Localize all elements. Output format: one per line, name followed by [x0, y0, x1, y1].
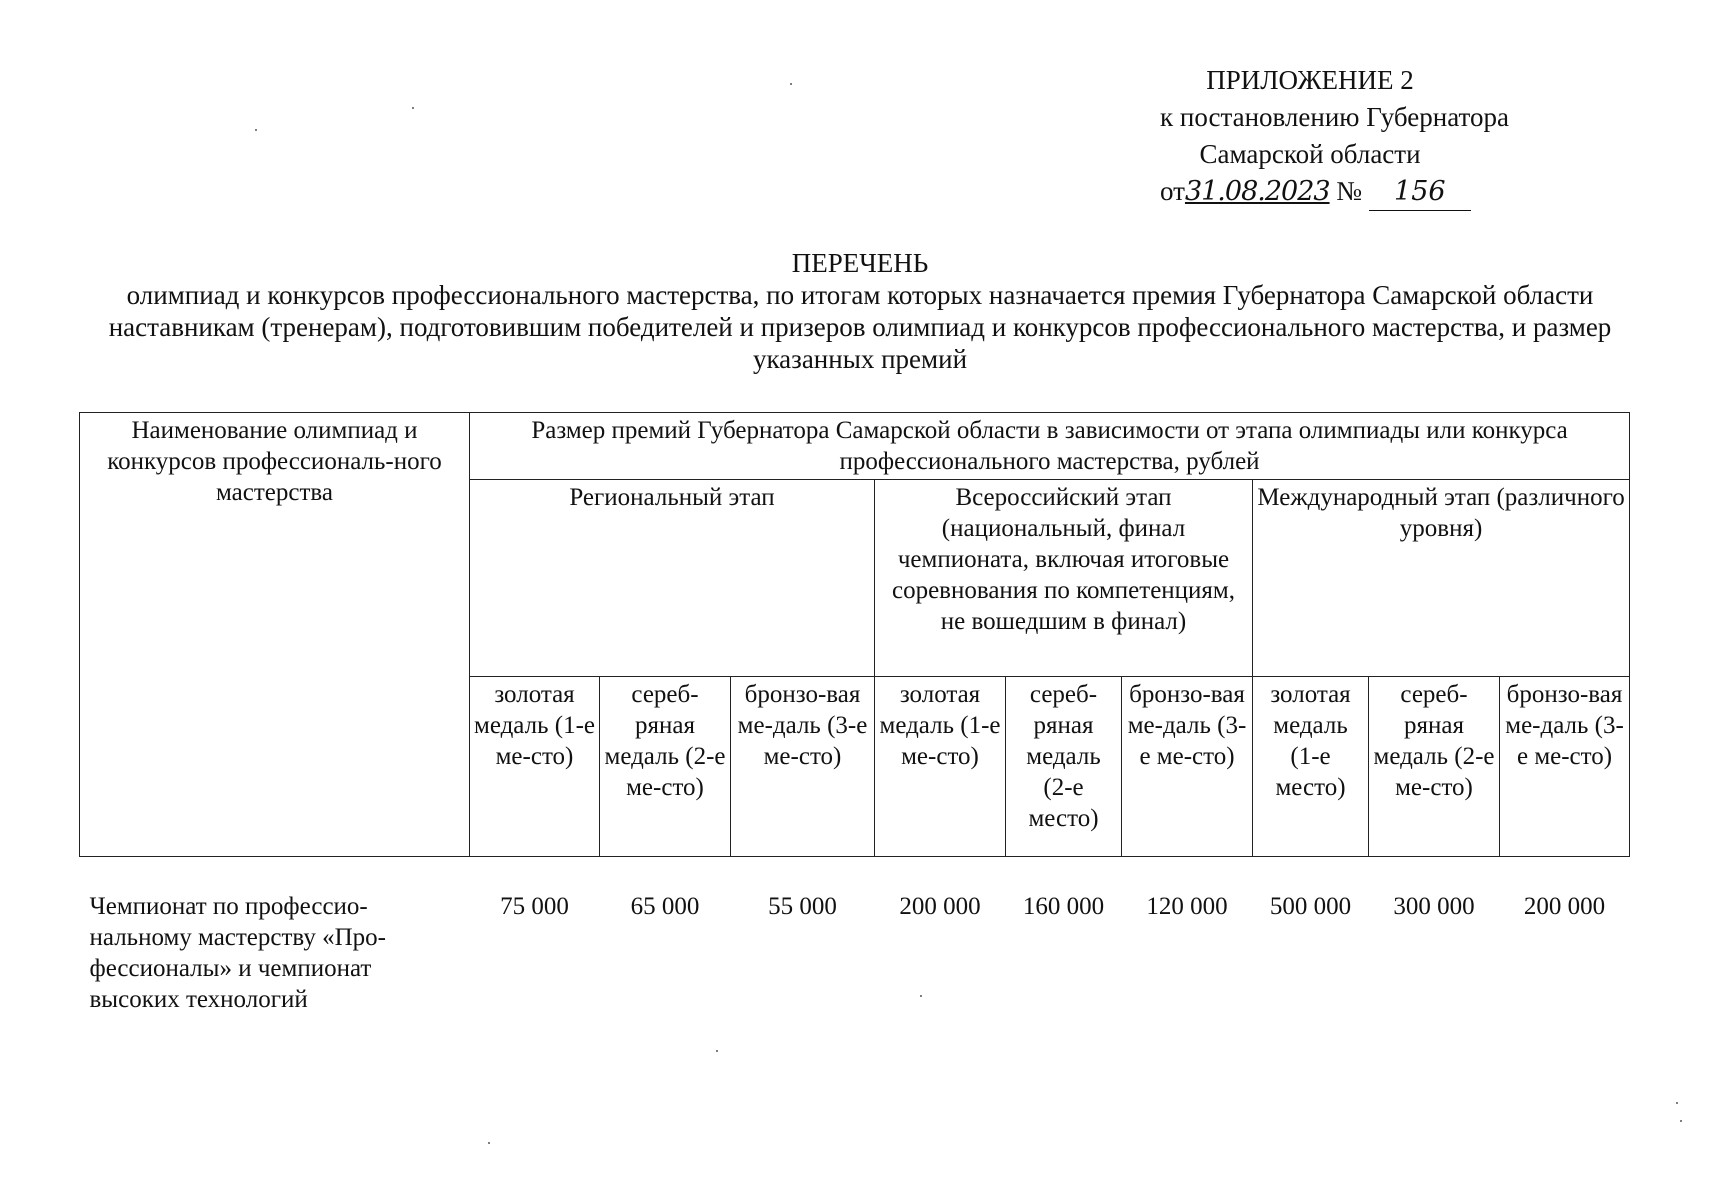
number-prefix: №	[1336, 176, 1363, 206]
prize-value: 160 000	[1022, 893, 1105, 920]
scan-speck	[920, 995, 922, 997]
scan-speck	[1676, 1102, 1678, 1104]
prize-value: 500 000	[1269, 893, 1352, 920]
prize-value: 200 000	[1523, 893, 1606, 920]
scan-speck	[716, 1050, 718, 1052]
scan-speck	[488, 1142, 490, 1144]
medal-header: золотая медаль (1-е ме-сто)	[470, 677, 600, 857]
appendix-block	[1160, 62, 1509, 211]
document-title	[90, 247, 1630, 375]
appendix-number: ПРИЛОЖЕНИЕ 2	[1206, 65, 1414, 95]
scan-speck	[790, 83, 792, 85]
medal-header: сереб-ряная медаль (2-е место)	[1006, 677, 1122, 857]
date-prefix: от	[1160, 176, 1185, 206]
stage-international: Международный этап (различного уровня)	[1253, 480, 1630, 677]
scan-speck	[1680, 1120, 1682, 1122]
prize-value: 65 000	[630, 893, 700, 920]
handwritten-number: 156	[1369, 173, 1471, 211]
medal-header: сереб-ряная медаль (2-е ме-сто)	[1369, 677, 1500, 857]
prize-value: 300 000	[1393, 893, 1475, 920]
stage-national: Всероссийский этап (национальный, финал чемпионата, включая итоговые соревнования по компетенциям, не вошедшим в финал)	[875, 480, 1253, 677]
prize-value: 75 000	[500, 893, 569, 920]
medal-header: сереб-ряная медаль (2-е ме-сто)	[600, 677, 731, 857]
medal-header: золотая медаль (1-е место)	[1253, 677, 1369, 857]
table-row	[80, 857, 1630, 1018]
prize-table	[79, 412, 1630, 1017]
prize-value: 55 000	[768, 893, 837, 920]
prize-value: 200 000	[899, 893, 981, 920]
scan-speck	[255, 129, 257, 131]
medal-header: бронзо-вая ме-даль (3-е ме-сто)	[1122, 677, 1253, 857]
stage-regional: Региональный этап	[470, 480, 875, 677]
appendix-region: Самарской области	[1199, 139, 1421, 169]
title-subtitle: олимпиад и конкурсов профессионального мастерства, по итогам которых назначается премия Губернатора Самарской области наставникам (тренерам), подготовившим победителей и призеров олимпиад и конкурсов профессионального мастерства, и размер указанных премий	[108, 280, 1612, 374]
prize-value: 120 000	[1146, 893, 1228, 920]
medal-header: бронзо-вая ме-даль (3-е ме-сто)	[731, 677, 875, 857]
appendix-reference: к постановлению Губернатора	[1160, 102, 1509, 132]
scan-speck	[412, 107, 414, 109]
medal-header: золотая медаль (1-е ме-сто)	[875, 677, 1006, 857]
handwritten-date: 31.08.2023	[1184, 176, 1330, 207]
appendix-date-line	[1160, 173, 1460, 211]
name-column-header: Наименование олимпиад и конкурсов профессиональ-ного мастерства	[80, 413, 470, 857]
medal-header: бронзо-вая ме-даль (3-е ме-сто)	[1500, 677, 1630, 857]
title-heading: ПЕРЕЧЕНЬ	[791, 248, 929, 278]
prize-size-header: Размер премий Губернатора Самарской области в зависимости от этапа олимпиады или конкурса профессионального мастерства, рублей	[470, 413, 1630, 480]
competition-name: Чемпионат по профессио-нальному мастерству «Про-фессионалы» и чемпионат высоких технологий	[89, 893, 387, 1013]
